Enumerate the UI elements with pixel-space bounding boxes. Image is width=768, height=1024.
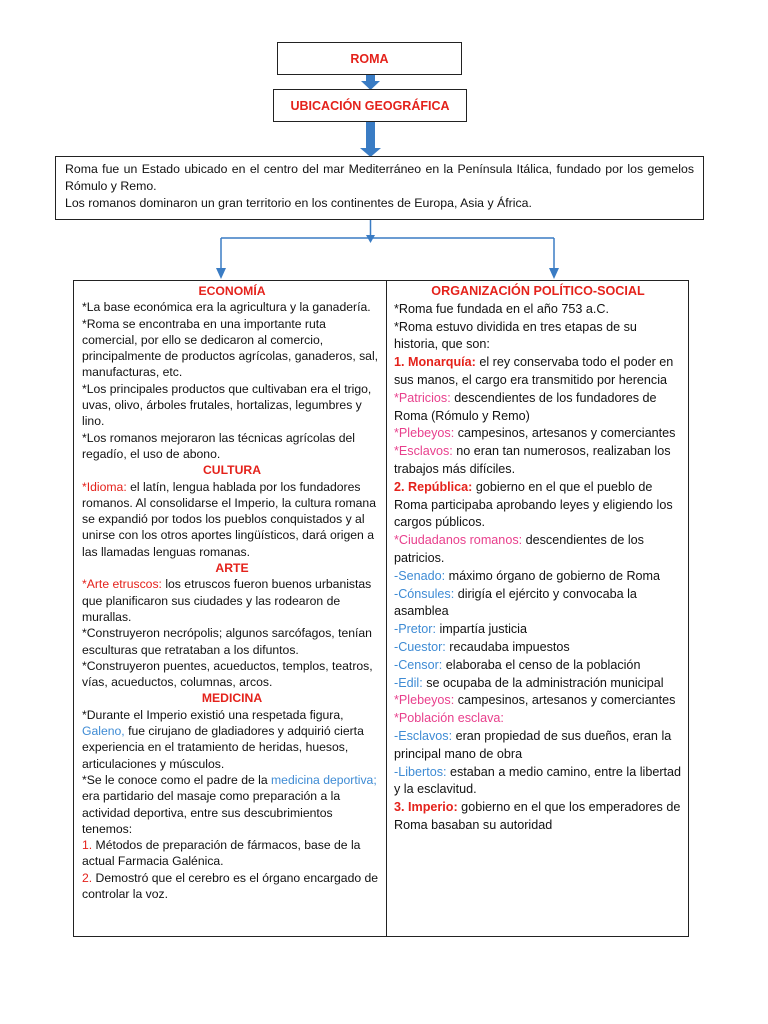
idioma-text: el latín, lengua hablada por los fundadores romanos. Al consolidarse el Imperio, la cultura romana se expandió por todos los pueblos conquistados y al unirse con los otros aportes lingüísticos, dará origen a las llamadas lenguas romanas. [82, 479, 376, 559]
medicina-deportiva-label: medicina deportiva; [271, 772, 377, 787]
intro-line-2: Los romanos dominaron un gran territorio en los continentes de Europa, Asia y África. [65, 196, 532, 210]
roma-title: ROMA [350, 51, 389, 66]
arrow-ubicacion-to-intro [360, 122, 381, 157]
ciudadanos-text: descendientes de los patricios. [394, 533, 644, 565]
branch-arrowheads [216, 235, 559, 279]
imperio-text: gobierno en el que los emperadores de Roma basaban su autoridad [394, 800, 681, 832]
economia-heading: ECONOMÍA [198, 284, 266, 298]
medicina-item-1 [82, 837, 382, 870]
branch-connector [221, 220, 554, 270]
esclavos-2 [394, 728, 682, 764]
content-box [73, 280, 689, 937]
left-column [82, 283, 382, 902]
cuestor-text: recaudaba impuestos [445, 639, 570, 654]
ubicacion-title: UBICACIÓN GEOGRÁFICA [290, 98, 450, 113]
cultura-heading: CULTURA [203, 463, 261, 478]
arte-etruscos [82, 576, 382, 625]
censor-label: -Censor: [394, 657, 443, 672]
plebeyos-2 [394, 692, 682, 710]
monarquia-text: el rey conservaba todo el poder en sus manos, el cargo era transmitido por herencia [394, 355, 674, 387]
esclavos-1-label: *Esclavos: [394, 444, 453, 459]
poblacion-esclava [394, 710, 682, 728]
item-1-text: Métodos de preparación de fármacos, base de la actual Farmacia Galénica. [82, 838, 361, 869]
libertos-text: estaban a medio camino, entre la libertad y la esclavitud. [394, 764, 682, 797]
cuestor [394, 639, 682, 657]
idioma-label: *Idioma: [82, 479, 127, 494]
arte-heading: ARTE [215, 561, 249, 576]
ciudadanos-label: *Ciudadanos romanos: [394, 533, 523, 548]
intro-box [55, 156, 704, 220]
edil-label: -Edil: [394, 675, 423, 690]
senado-label: -Senado: [394, 568, 446, 583]
edil-text: se ocupaba de la administración municipal [422, 675, 664, 690]
republica-text: gobierno en el que el pueblo de Roma participaba aprobando leyes y eligiendo los cargos públicos. [394, 479, 673, 530]
medicina-p2-b: era partidario del masaje como preparación a la actividad deportiva, entre sus descubrimientos tenemos: [82, 789, 341, 836]
esclavos-1-text: no eran tan numerosos, realizaban los trabajos más difíciles. [394, 444, 671, 476]
poblacion-label: *Población esclava: [394, 711, 504, 726]
medicina-item-2 [82, 870, 382, 903]
cultura-idioma [82, 479, 382, 560]
column-divider [386, 281, 387, 936]
intro-line-1: Roma fue un Estado ubicado en el centro del mar Mediterráneo en la Península Itálica, fundado por los gemelos Rómulo y Remo. [65, 162, 694, 193]
org-p1: *Roma fue fundada en el año 753 a.C. [394, 301, 609, 316]
economia-p1: *La base económica era la agricultura y la ganadería. [82, 300, 371, 315]
libertos [394, 764, 682, 800]
item-2-num: 2. [82, 870, 93, 885]
republica [394, 479, 682, 532]
esclavos-2-label: -Esclavos: [394, 728, 453, 743]
pretor-label: -Pretor: [394, 622, 436, 637]
ubicacion-box [273, 89, 467, 122]
senado [394, 568, 682, 586]
organizacion-heading: ORGANIZACIÓN POLÍTICO-SOCIAL [431, 284, 645, 298]
item-2-text: Demostró que el cerebro es el órgano encargado de controlar la voz. [82, 870, 379, 901]
consules-text: dirigía el ejército y convocaba la asamblea [394, 586, 637, 619]
republica-label: 2. República: [394, 479, 473, 494]
patricios [394, 390, 682, 426]
pretor [394, 621, 682, 639]
ciudadanos [394, 532, 682, 568]
etruscos-text: los etruscos fueron buenos urbanistas que planificaron sus ciudades y las rodearon de murallas. [82, 577, 372, 624]
patricios-label: *Patricios: [394, 390, 451, 405]
medicina-p2-a: *Se le conoce como el padre de la [82, 772, 272, 787]
medicina-p1 [82, 707, 382, 772]
economia-p3: *Los principales productos que cultivaban era el trigo, uvas, olivo, árboles frutales, hortalizas, legumbres y lino. [82, 381, 372, 429]
pretor-text: impartía justicia [436, 622, 527, 637]
edil [394, 675, 682, 693]
right-column [394, 283, 682, 835]
esclavos-1 [394, 443, 682, 479]
libertos-label: -Libertos: [394, 764, 447, 779]
monarquia [394, 354, 682, 390]
plebeyos-1 [394, 425, 682, 443]
medicina-heading: MEDICINA [201, 691, 263, 706]
imperio [394, 799, 682, 835]
arte-p2: *Construyeron necrópolis; algunos sarcófagos, tenían esculturas que retrataban a los difuntos. [82, 626, 372, 657]
medicina-p1-a: *Durante el Imperio existió una respetada figura, [82, 707, 344, 722]
plebeyos-2-label: *Plebeyos: [394, 693, 455, 708]
consules-label: -Cónsules: [394, 586, 455, 601]
plebeyos-1-text: campesinos, artesanos y comerciantes [454, 426, 676, 441]
item-1-num: 1. [82, 838, 93, 853]
imperio-label: 3. Imperio: [394, 800, 458, 815]
monarquia-label: 1. Monarquía: [394, 355, 476, 370]
censor [394, 657, 682, 675]
medicina-p1-b: fue cirujano de gladiadores y adquirió cierta experiencia en el tratamiento de heridas, huesos, articulaciones y músculos. [82, 724, 364, 771]
roma-title-box [277, 42, 462, 75]
esclavos-2-text: eran propiedad de sus dueños, eran la principal mano de obra [394, 728, 672, 761]
economia-p4: *Los romanos mejoraron las técnicas agrícolas del regadío, el uso de abono. [82, 430, 355, 461]
arte-p3: *Construyeron puentes, acueductos, templos, teatros, vías, acueductos, columnas, arcos. [82, 658, 373, 690]
galeno-label: Galeno, [82, 724, 125, 739]
org-p2: *Roma estuvo dividida en tres etapas de su historia, que son: [394, 319, 637, 352]
senado-text: máximo órgano de gobierno de Roma [445, 568, 661, 583]
cuestor-label: -Cuestor: [394, 639, 446, 654]
plebeyos-1-label: *Plebeyos: [394, 426, 455, 441]
patricios-text: descendientes de los fundadores de Roma (Rómulo y Remo) [394, 390, 657, 423]
medicina-p2 [82, 772, 382, 837]
plebeyos-2-text: campesinos, artesanos y comerciantes [454, 693, 676, 708]
censor-text: elaboraba el censo de la población [442, 657, 641, 672]
economia-p2: *Roma se encontraba en una importante ruta comercial, por ello se dedicaron al comercio, principalmente de productos agrícolas, ganaderos, sal, manufacturas, etc. [82, 316, 379, 380]
consules [394, 586, 682, 622]
arrow-roma-to-ubicacion [361, 75, 380, 90]
etruscos-label: *Arte etruscos: [82, 577, 162, 592]
